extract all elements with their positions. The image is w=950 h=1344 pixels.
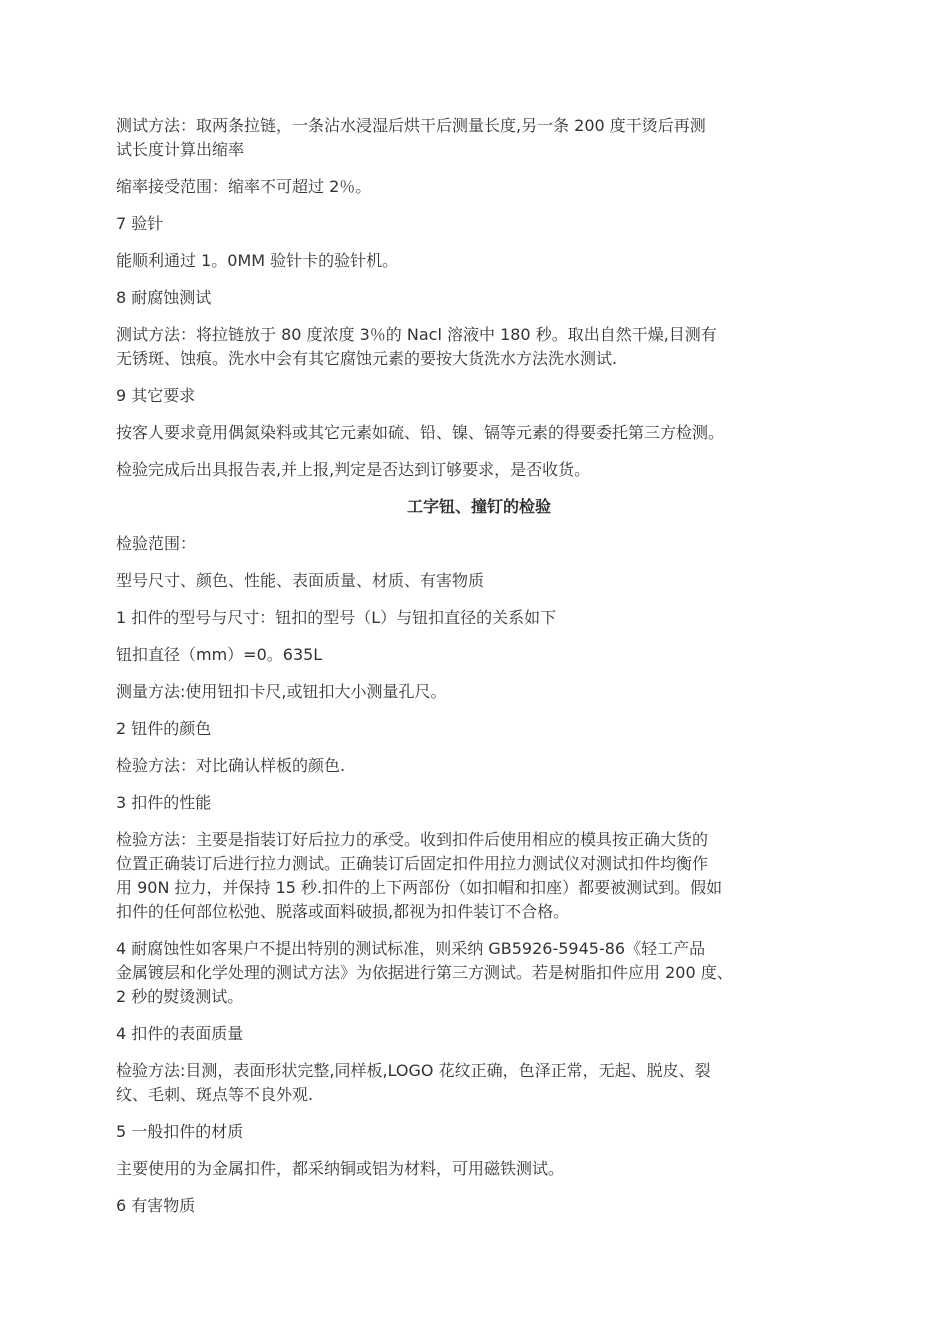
text-line: 检验范围：: [116, 534, 197, 553]
paragraph: [116, 175, 842, 199]
text-line: 无锈斑、蚀痕。洗水中会有其它腐蚀元素的要按大货洗水方法洗水测试.: [116, 349, 618, 368]
text-line: 缩率接受范围：缩率不可超过 2％。: [116, 177, 372, 196]
text-line: 测试方法：将拉链放于 80 度浓度 3％的 Nacl 溶液中 180 秒。取出自然干燥,目测有: [116, 325, 717, 344]
text-line: 2 钮件的颜色: [116, 719, 212, 738]
text-line: 6 有害物质: [116, 1196, 196, 1215]
paragraph: [116, 1022, 842, 1046]
text-line: 钮扣直径（mm）=0。635L: [116, 645, 323, 664]
paragraph: [116, 384, 842, 408]
text-line: 纹、毛刺、斑点等不良外观.: [116, 1085, 314, 1104]
paragraph: [116, 458, 842, 482]
text-line: 金属镀层和化学处理的测试方法》为依据进行第三方测试。若是树脂扣件应用 200 度、: [116, 963, 733, 982]
text-line: 测量方法:使用钮扣卡尺,或钮扣大小测量孔尺。: [116, 682, 447, 701]
text-line: 1 扣件的型号与尺寸：钮扣的型号（L）与钮扣直径的关系如下: [116, 608, 557, 627]
paragraph: [116, 754, 842, 778]
paragraph: [116, 286, 842, 310]
paragraph: [116, 114, 842, 162]
text-line: 能顺利通过 1。0MM 验针卡的验针机。: [116, 251, 399, 270]
text-line: 2 秒的熨烫测试。: [116, 987, 244, 1006]
text-line: 测试方法：取两条拉链，一条沾水浸湿后烘干后测量长度,另一条 200 度干烫后再测: [116, 116, 706, 135]
paragraph: [116, 532, 842, 556]
text-line: 型号尺寸、颜色、性能、表面质量、材质、有害物质: [116, 571, 485, 590]
document-page: [116, 114, 842, 1231]
paragraph: [116, 791, 842, 815]
section-heading: [116, 495, 842, 519]
text-line: 工字钮、撞钉的检验: [406, 497, 551, 516]
paragraph: [116, 1059, 842, 1107]
text-line: 4 耐腐蚀性如客果户不提出特别的测试标准，则采纳 GB5926-5945-86《轻工产品: [116, 939, 706, 958]
paragraph: [116, 1120, 842, 1144]
paragraph: [116, 1194, 842, 1218]
text-line: 主要使用的为金属扣件，都采纳铜或铝为材料，可用磁铁测试。: [116, 1159, 565, 1178]
text-line: 扣件的任何部位松弛、脱落或面料破损,都视为扣件装订不合格。: [116, 902, 570, 921]
paragraph: [116, 249, 842, 273]
paragraph: [116, 717, 842, 741]
text-line: 7 验针: [116, 214, 164, 233]
paragraph: [116, 828, 842, 924]
text-line: 检验方法：对比确认样板的颜色.: [116, 756, 346, 775]
text-line: 位置正确装订后进行拉力测试。正确装订后固定扣件用拉力测试仪对测试扣件均衡作: [116, 854, 709, 873]
text-line: 用 90N 拉力，并保持 15 秒.扣件的上下两部份（如扣帽和扣座）都要被测试到。假如: [116, 878, 723, 897]
text-line: 按客人要求竟用偶氮染料或其它元素如硫、铅、镍、镉等元素的得要委托第三方检测。: [116, 423, 725, 442]
text-line: 检验完成后出具报告表,并上报,判定是否达到订够要求，是否收货。: [116, 460, 591, 479]
text-line: 检验方法:目测，表面形状完整,同样板,LOGO 花纹正确，色泽正常，无起、脱皮、裂: [116, 1061, 711, 1080]
paragraph: [116, 212, 842, 236]
paragraph: [116, 643, 842, 667]
text-line: 5 一般扣件的材质: [116, 1122, 244, 1141]
text-line: 3 扣件的性能: [116, 793, 212, 812]
paragraph: [116, 1157, 842, 1181]
text-line: 4 扣件的表面质量: [116, 1024, 244, 1043]
paragraph: [116, 569, 842, 593]
paragraph: [116, 606, 842, 630]
text-line: 试长度计算出缩率: [116, 140, 245, 159]
paragraph: [116, 323, 842, 371]
paragraph: [116, 680, 842, 704]
text-line: 检验方法：主要是指装订好后拉力的承受。收到扣件后使用相应的模具按正确大货的: [116, 830, 709, 849]
text-line: 9 其它要求: [116, 386, 196, 405]
paragraph: [116, 421, 842, 445]
text-line: 8 耐腐蚀测试: [116, 288, 212, 307]
paragraph: [116, 937, 842, 1009]
